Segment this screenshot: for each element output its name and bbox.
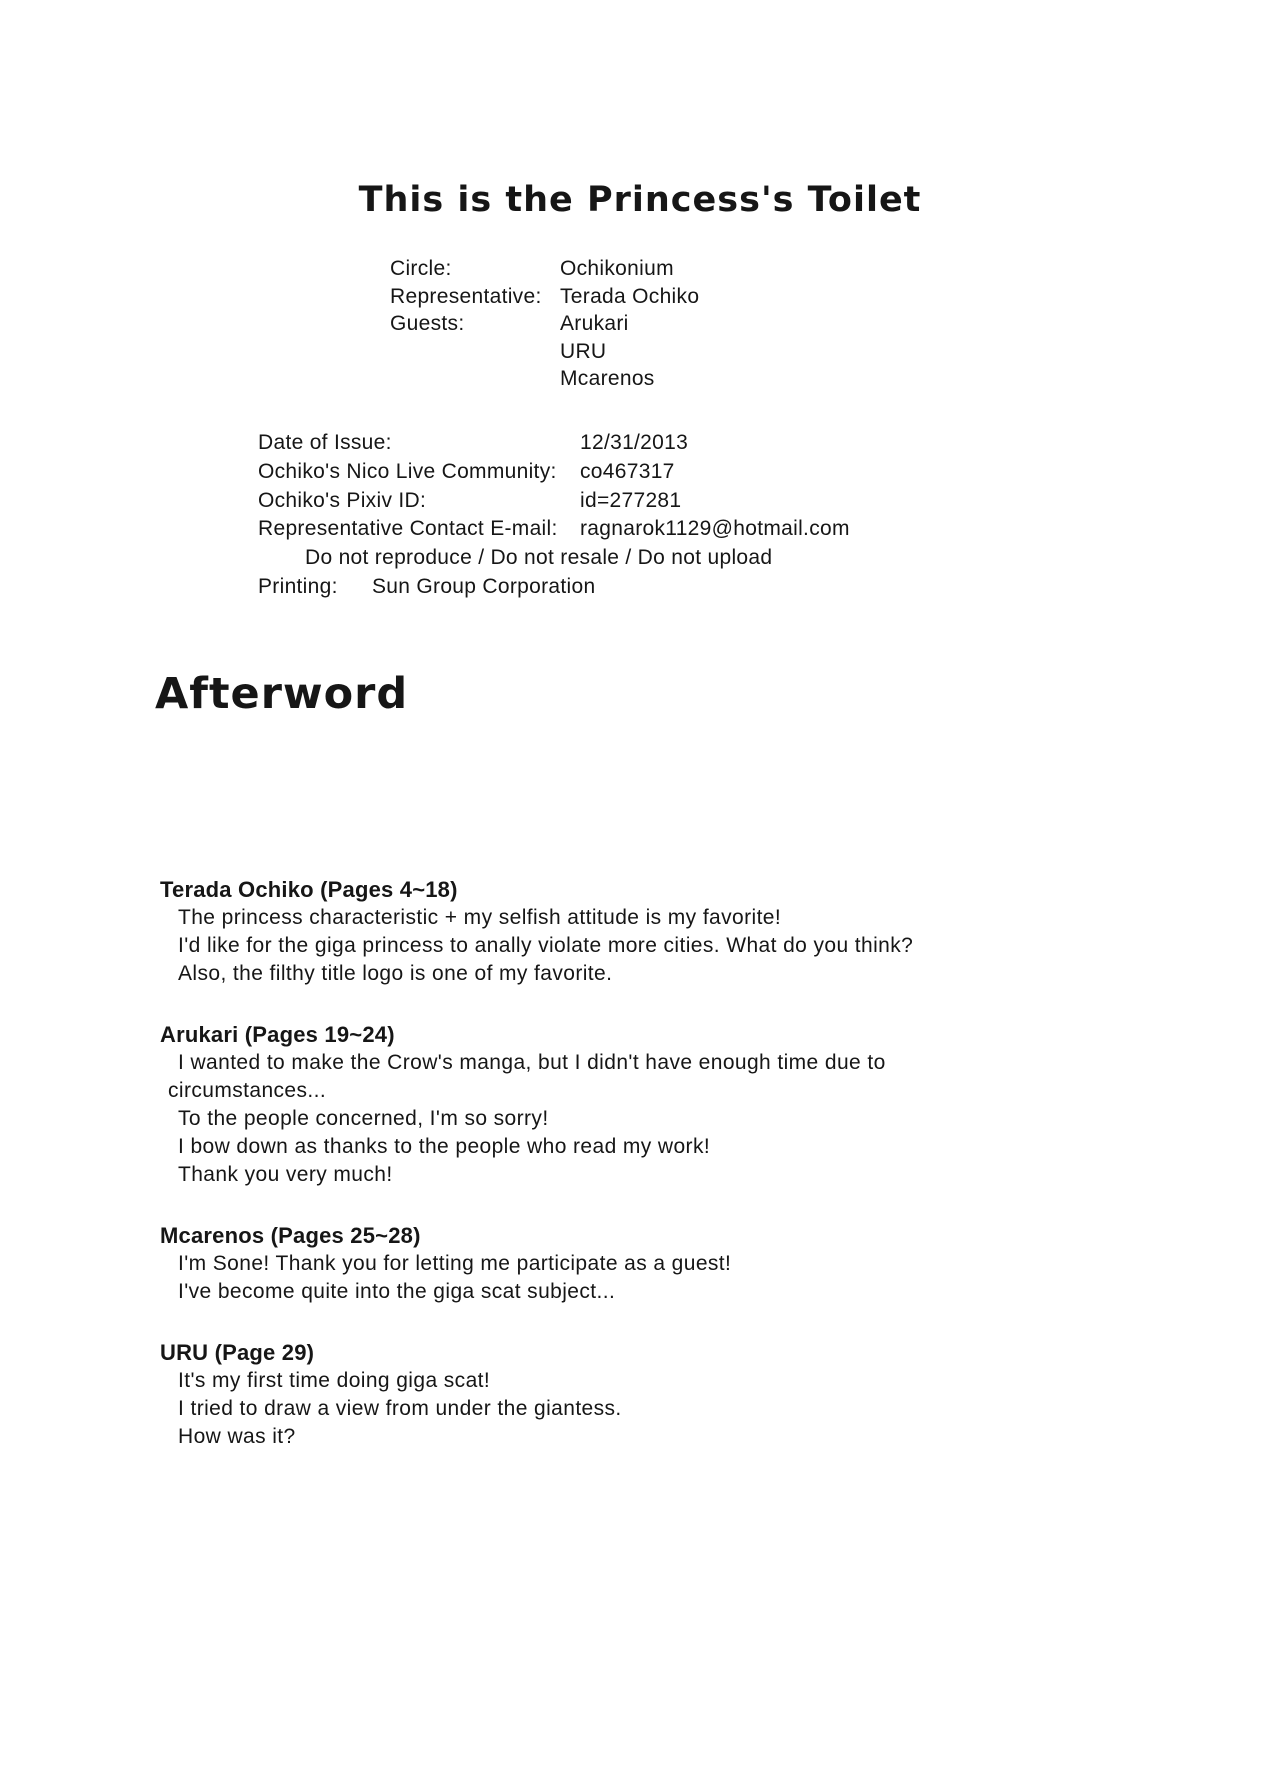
comment-line: Thank you very much! — [178, 1163, 393, 1186]
colophon-row-pixiv-id — [258, 487, 850, 516]
colophon-label: Representative Contact E-mail: — [258, 517, 558, 541]
artist-section-terada-ochiko — [160, 876, 1150, 988]
comment-line: The princess characteristic + my selfish attitude is my favorite! — [178, 906, 782, 929]
artist-section-uru — [160, 1339, 1150, 1451]
artist-section-heading: Arukari (Pages 19~24) — [160, 1022, 395, 1047]
credit-label: Representative: — [390, 284, 542, 308]
colophon-label: Ochiko's Nico Live Community: — [258, 459, 557, 483]
colophon-value: ragnarok1129@hotmail.com — [580, 517, 850, 541]
credit-value: Arukari — [560, 312, 629, 336]
colophon-label: Printing: — [258, 574, 338, 598]
credit-value: Mcarenos — [560, 367, 655, 391]
credit-label: Circle: — [390, 257, 452, 280]
credit-row-guest-3 — [390, 365, 699, 393]
comment-line: I'd like for the giga princess to anally violate more cities. What do you think? — [178, 934, 914, 957]
credit-label — [390, 365, 560, 393]
comment-line: It's my first time doing giga scat! — [178, 1369, 491, 1392]
colophon-row-nico-community — [258, 458, 850, 487]
colophon-value: Sun Group Corporation — [372, 574, 596, 598]
artist-section-heading: Mcarenos (Pages 25~28) — [160, 1223, 421, 1248]
credit-label: Guests: — [390, 312, 465, 336]
colophon-row-printing — [258, 573, 850, 602]
artist-section-mcarenos — [160, 1222, 1150, 1306]
comment-line: I'm Sone! Thank you for letting me participate as a guest! — [178, 1252, 732, 1275]
credit-value: Terada Ochiko — [560, 284, 700, 308]
artist-section-heading: Terada Ochiko (Pages 4~18) — [160, 877, 458, 902]
colophon-row-date — [258, 429, 850, 458]
colophon-label: Ochiko's Pixiv ID: — [258, 488, 427, 512]
colophon-value: 12/31/2013 — [580, 431, 689, 454]
artist-section-arukari — [160, 1021, 1150, 1189]
colophon-label: Date of Issue: — [258, 431, 392, 454]
comment-line: I wanted to make the Crow's manga, but I didn't have enough time due to — [178, 1051, 886, 1074]
comment-line: circumstances... — [168, 1079, 327, 1102]
colophon-row-email — [258, 515, 850, 544]
credit-row-guest-2 — [390, 338, 699, 366]
credits-block — [390, 255, 699, 393]
colophon-value: co467317 — [580, 459, 675, 483]
afterword-heading: Afterword — [155, 669, 409, 719]
artist-comments — [160, 876, 1150, 1484]
artist-section-heading: URU (Page 29) — [160, 1340, 315, 1365]
comment-line: I've become quite into the giga scat subject... — [178, 1280, 616, 1303]
comment-line: How was it? — [178, 1425, 296, 1448]
colophon-block — [258, 429, 850, 602]
comment-line: To the people concerned, I'm so sorry! — [178, 1107, 549, 1130]
no-reproduction-notice: Do not reproduce / Do not resale / Do not upload — [305, 546, 773, 570]
credit-row-guests — [390, 310, 699, 338]
credit-value: URU — [560, 339, 607, 363]
credit-value: Ochikonium — [560, 257, 674, 280]
book-title: This is the Princess's Toilet — [358, 180, 922, 220]
comment-line: I tried to draw a view from under the giantess. — [178, 1397, 622, 1420]
credit-label — [390, 338, 560, 366]
credit-row-representative — [390, 283, 699, 311]
comment-line: I bow down as thanks to the people who read my work! — [178, 1135, 711, 1158]
comment-line: Also, the filthy title logo is one of my favorite. — [178, 962, 613, 985]
colophon-value: id=277281 — [580, 488, 682, 512]
credit-row-circle — [390, 255, 699, 283]
